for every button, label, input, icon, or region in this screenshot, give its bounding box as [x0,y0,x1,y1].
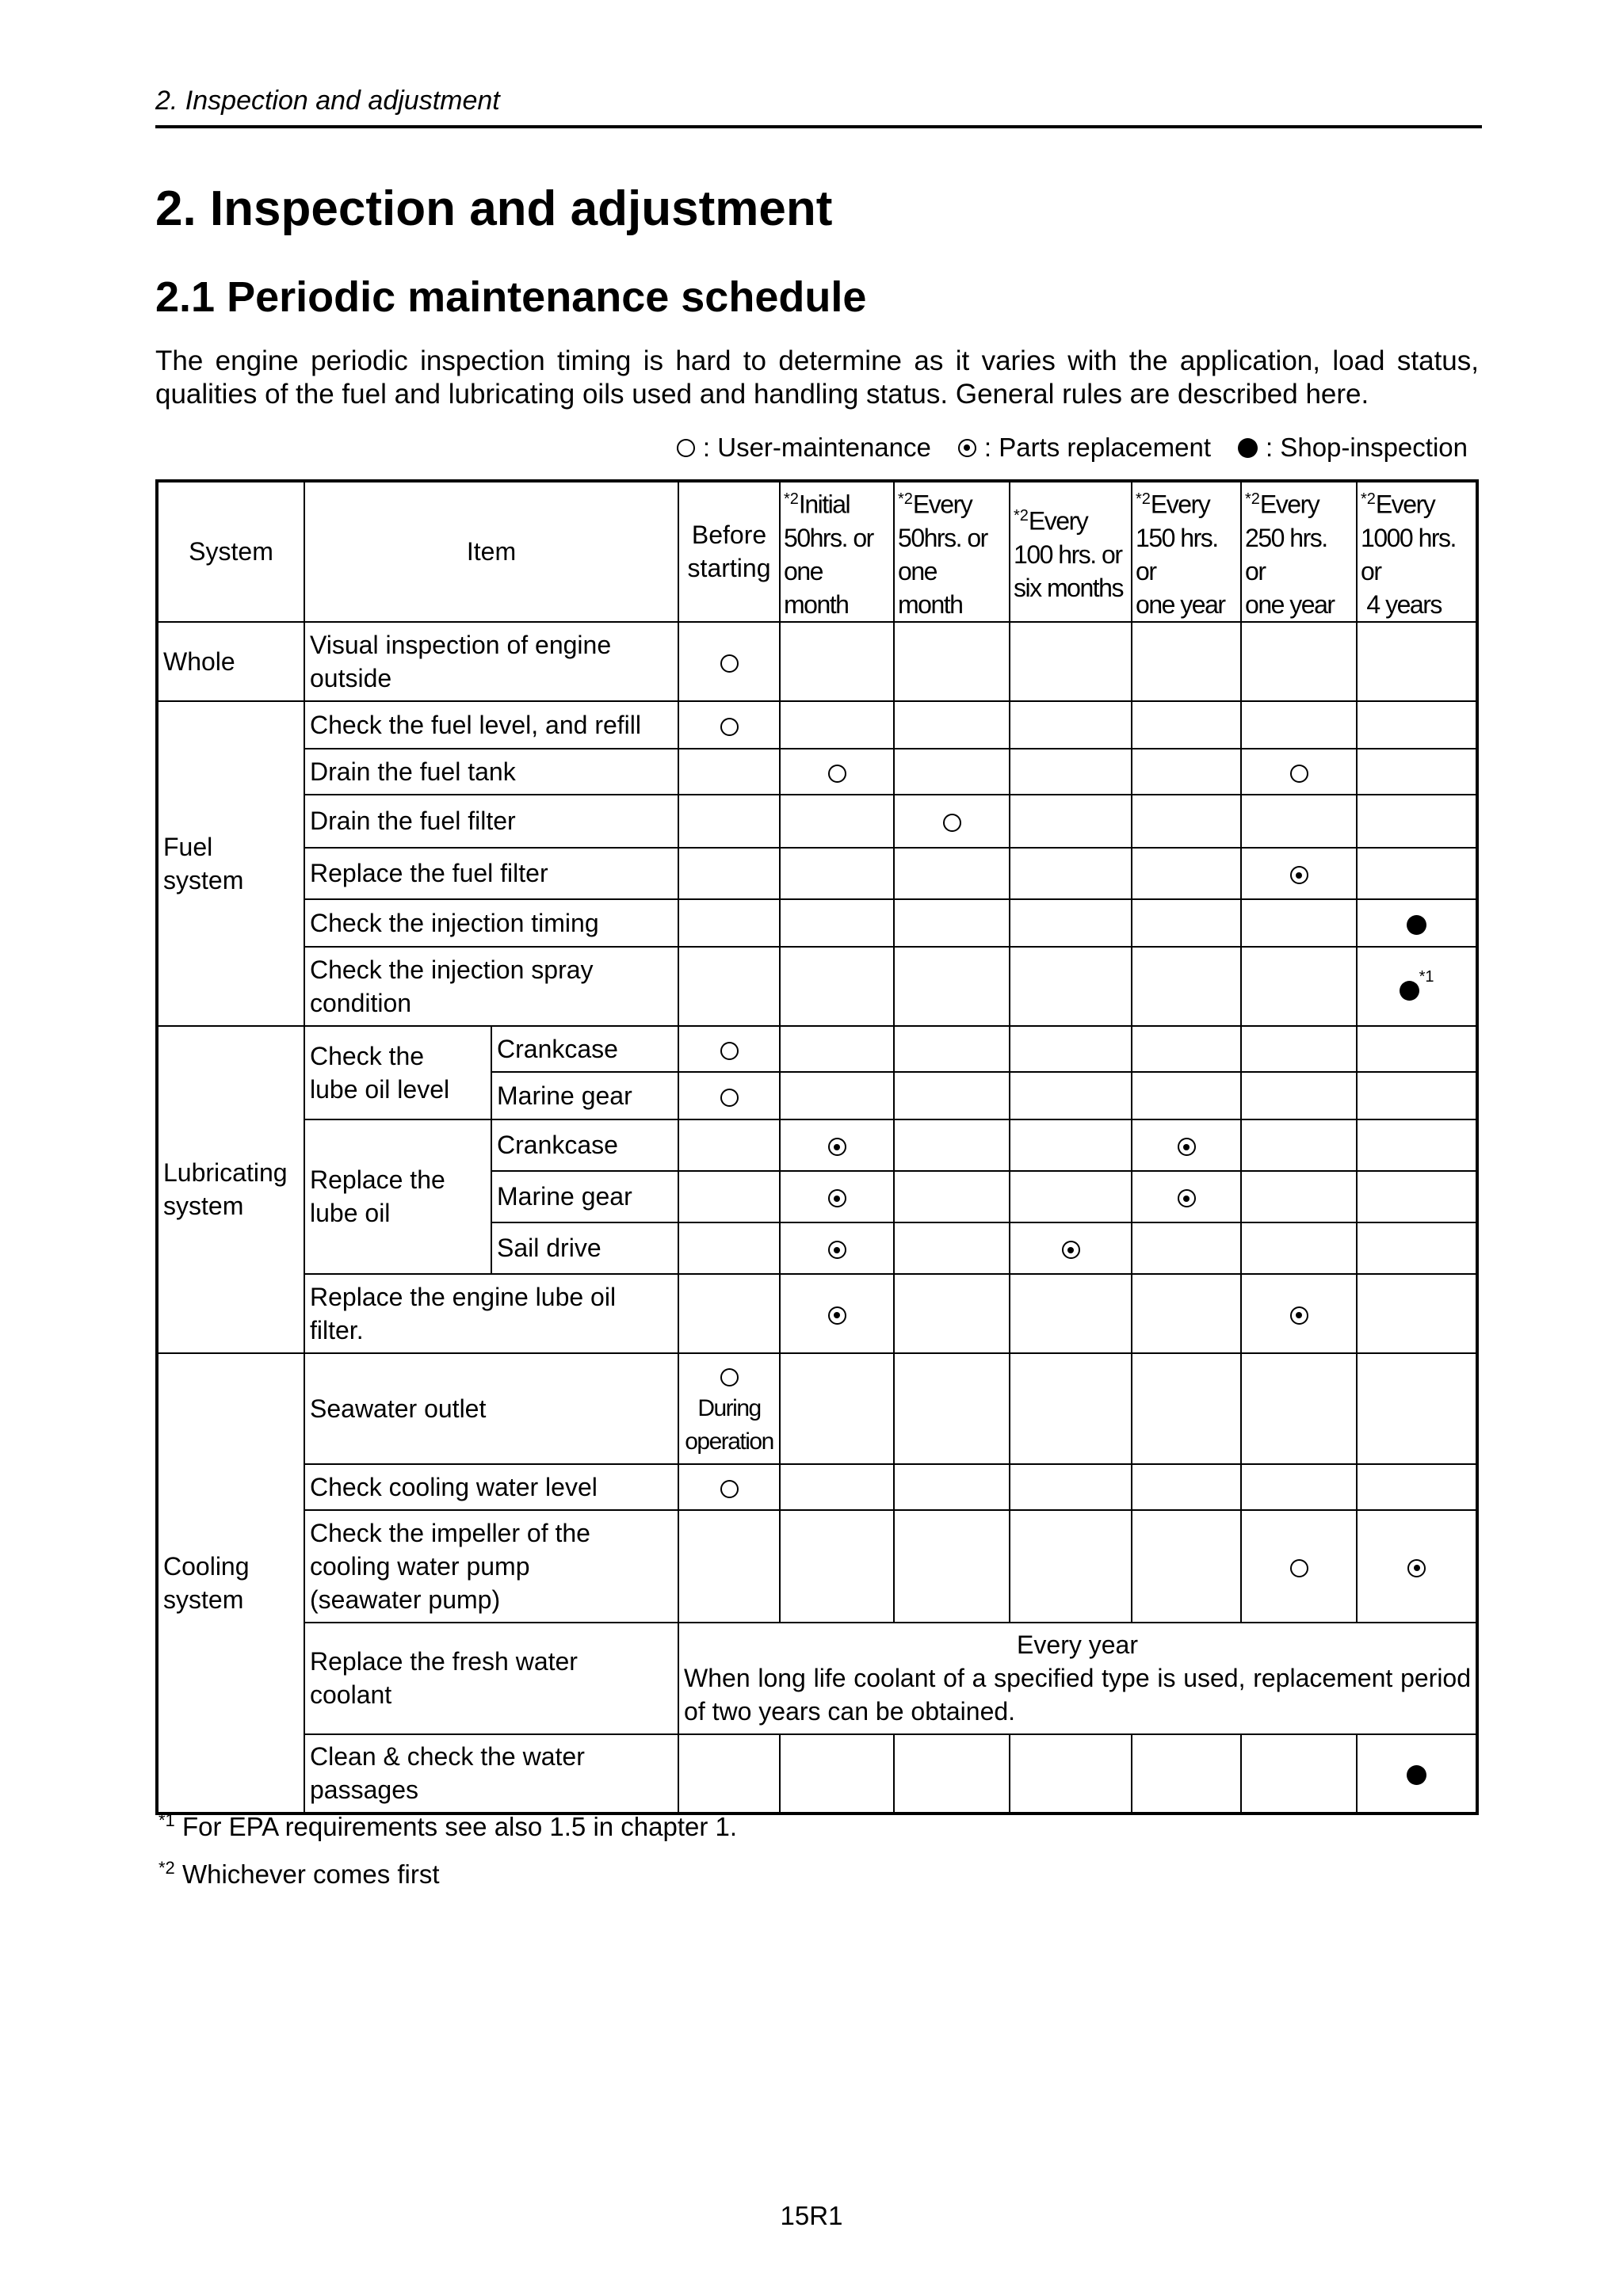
symbol-legend [677,433,1468,463]
table-row [157,1353,1477,1464]
subitem-marine-gear: Marine gear [491,1171,678,1222]
table-row [157,1510,1477,1623]
item-fuel-level: Check the fuel level, and refill [304,701,678,749]
legend-parts-replacement: : Parts replacement [983,433,1211,462]
filled-circle-icon [1407,915,1426,935]
section-title: 2.1 Periodic maintenance schedule [155,273,867,321]
subitem-crankcase: Crankcase [491,1119,678,1171]
item-injection-spray: Check the injection spray condition [304,947,678,1026]
header-item: Item [304,481,678,622]
footnote-ref-1: *1 [1419,968,1434,986]
open-circle-icon [720,718,739,736]
open-circle-icon [1290,765,1308,783]
chapter-title: 2. Inspection and adjustment [155,181,833,236]
open-circle-icon [720,1480,739,1498]
legend-shop-inspection: : Shop-inspection [1266,433,1468,462]
header-every-100hrs: $^{*2}$Every 100 hrs. or six months [1010,481,1132,622]
open-circle-icon [943,814,961,832]
open-circle-icon [720,1089,739,1107]
double-circle-icon [1178,1189,1196,1207]
footnote-1: $^{*1}$ For EPA requirements see also 1.5 in chapter 1. [158,1810,738,1841]
item-water-passages: Clean & check the water passages [304,1734,678,1814]
item-replace-lube-oil: Replace the lube oil [304,1119,491,1274]
intro-paragraph: The engine periodic inspection timing is hard to determine as it varies with the application, load status, qualities of the fuel and lubricating oils used and handling status. General rules are described here. [155,345,1479,410]
double-circle-icon [828,1189,846,1207]
open-circle-icon [720,1042,739,1060]
system-lubricating: Lubricating system [157,1026,304,1353]
filled-circle-icon [1400,981,1419,1001]
table-row [157,749,1477,795]
double-circle-icon [828,1138,846,1156]
header-system: System [157,481,304,622]
running-header: 2. Inspection and adjustment [155,86,500,116]
double-circle-icon [1290,866,1308,884]
open-circle-icon [1290,1559,1308,1577]
subitem-marine-gear: Marine gear [491,1072,678,1119]
double-circle-icon [1407,1559,1426,1577]
double-circle-icon [958,439,976,457]
item-injection-timing: Check the injection timing [304,899,678,947]
double-circle-icon [1290,1306,1308,1325]
item-replace-lube-filter: Replace the engine lube oil filter. [304,1274,678,1353]
table-row [157,622,1477,701]
header-rule [155,125,1482,128]
open-circle-icon [720,1368,739,1386]
header-every-250hrs: $^{*2}$Every 250 hrs. or one year [1241,481,1357,622]
filled-circle-icon [1238,438,1258,458]
double-circle-icon [828,1241,846,1259]
maintenance-schedule-table [155,479,1479,1815]
item-cooling-water-level: Check cooling water level [304,1464,678,1510]
item-replace-fuel-filter: Replace the fuel filter [304,848,678,899]
table-row [157,899,1477,947]
coolant-interval-note: Every year When long life coolant of a specified type is used, replacement period of two years can be obtained. [678,1623,1477,1734]
footnotes [158,1800,737,1895]
item-replace-coolant: Replace the fresh water coolant [304,1623,678,1734]
header-before-starting: Before starting [678,481,780,622]
page-number: 15R1 [780,2201,843,2230]
item-check-lube-oil-level: Check the lube oil level [304,1026,491,1119]
open-circle-icon [720,654,739,673]
open-circle-icon [677,439,695,457]
table-row [157,848,1477,899]
item-drain-fuel-filter: Drain the fuel filter [304,795,678,848]
seawater-outlet-mark: During operation [678,1353,780,1464]
double-circle-icon [1062,1241,1080,1259]
system-cooling: Cooling system [157,1353,304,1814]
item-visual-inspection: Visual inspection of engine outside [304,622,678,701]
item-drain-fuel-tank: Drain the fuel tank [304,749,678,795]
open-circle-icon [828,765,846,783]
table-row [157,1119,1477,1171]
table-row [157,701,1477,749]
table-row [157,1623,1477,1734]
double-circle-icon [1178,1138,1196,1156]
header-initial-50hrs: $^{*2}$Initial 50hrs. or one month [780,481,894,622]
table-row [157,947,1477,1026]
system-fuel: Fuel system [157,701,304,1026]
legend-user-maintenance: : User-maintenance [702,433,931,462]
table-header-row [157,481,1477,622]
header-every-1000hrs: $^{*2}$Every 1000 hrs. or 4 years [1357,481,1477,622]
table-row [157,1464,1477,1510]
table-row [157,1026,1477,1072]
item-seawater-outlet: Seawater outlet [304,1353,678,1464]
subitem-crankcase: Crankcase [491,1026,678,1072]
filled-circle-icon [1407,1765,1426,1785]
system-whole: Whole [157,622,304,701]
item-impeller: Check the impeller of the cooling water pump (seawater pump) [304,1510,678,1623]
header-every-150hrs: $^{*2}$Every 150 hrs. or one year [1132,481,1241,622]
table-row [157,1274,1477,1353]
table-row [157,795,1477,848]
subitem-sail-drive: Sail drive [491,1222,678,1274]
double-circle-icon [828,1306,846,1325]
header-every-50hrs: $^{*2}$Every 50hrs. or one month [894,481,1010,622]
footnote-2: $^{*2}$ Whichever comes first [158,1858,440,1889]
